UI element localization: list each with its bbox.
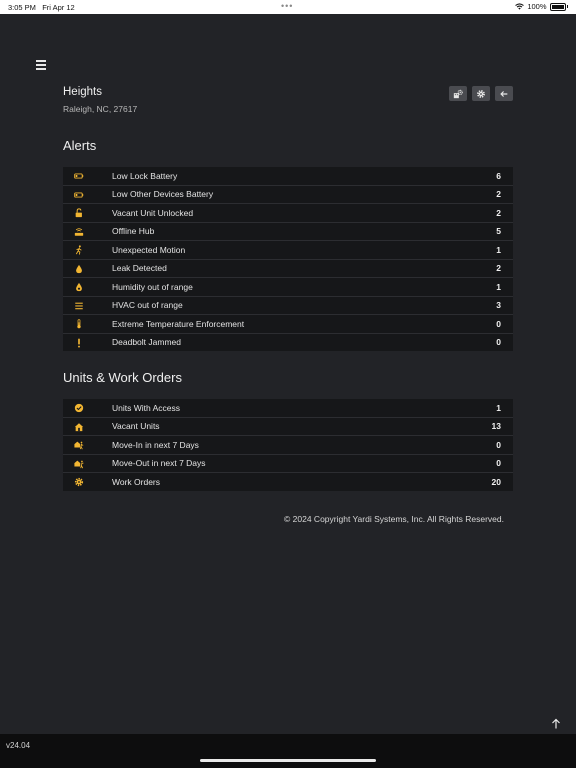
units-row-work-orders[interactable]: Work Orders 20 bbox=[63, 473, 513, 491]
footer-bar bbox=[0, 734, 576, 768]
app-version: v24.04 bbox=[6, 741, 31, 750]
alerts-heading: Alerts bbox=[63, 138, 97, 153]
property-name: Heights bbox=[63, 86, 102, 98]
alert-row-hvac-out-of-range[interactable]: HVAC out of range 3 bbox=[63, 297, 513, 316]
copyright-text: © 2024 Copyright Yardi Systems, Inc. All Rights Reserved. bbox=[284, 514, 504, 524]
units-heading: Units & Work Orders bbox=[63, 370, 182, 385]
units-row-units-with-access[interactable]: Units With Access 1 bbox=[63, 399, 513, 418]
multitask-dots[interactable]: ••• bbox=[281, 1, 294, 11]
move-in-icon bbox=[73, 440, 84, 450]
header-toolbar bbox=[449, 86, 513, 101]
exclamation-icon bbox=[73, 338, 84, 348]
check-circle-icon bbox=[73, 403, 84, 413]
vacant-house-icon bbox=[73, 422, 84, 432]
battery-icon bbox=[73, 190, 84, 200]
alert-row-vacant-unit-unlocked[interactable]: Vacant Unit Unlocked 2 bbox=[63, 204, 513, 223]
move-out-icon bbox=[73, 459, 84, 469]
alert-row-offline-hub[interactable]: Offline Hub 5 bbox=[63, 223, 513, 242]
arrow-left-icon bbox=[499, 89, 509, 99]
alert-row-low-other-devices-battery[interactable]: Low Other Devices Battery 2 bbox=[63, 186, 513, 205]
building-gear-icon bbox=[453, 89, 463, 99]
running-person-icon bbox=[73, 245, 84, 255]
battery-icon bbox=[73, 171, 84, 181]
wifi-icon bbox=[515, 3, 524, 10]
battery-percent: 100% bbox=[527, 2, 547, 11]
units-row-move-in[interactable]: Move-In in next 7 Days 0 bbox=[63, 436, 513, 455]
alert-row-leak-detected[interactable]: Leak Detected 2 bbox=[63, 260, 513, 279]
alert-row-low-lock-battery[interactable]: Low Lock Battery 6 bbox=[63, 167, 513, 186]
scroll-to-top-arrow-icon[interactable] bbox=[551, 716, 561, 727]
hvac-icon bbox=[73, 301, 84, 311]
alert-row-unexpected-motion[interactable]: Unexpected Motion 1 bbox=[63, 241, 513, 260]
property-address: Raleigh, NC, 27617 bbox=[63, 104, 138, 114]
battery-indicator-icon bbox=[550, 3, 566, 11]
humidity-icon bbox=[73, 282, 84, 292]
alert-row-humidity-out-of-range[interactable]: Humidity out of range 1 bbox=[63, 278, 513, 297]
unlock-icon bbox=[73, 208, 84, 218]
gear-icon bbox=[73, 477, 84, 487]
settings-button[interactable] bbox=[472, 86, 490, 101]
status-bar bbox=[0, 0, 576, 14]
water-drop-icon bbox=[73, 264, 84, 274]
back-button[interactable] bbox=[495, 86, 513, 101]
units-table bbox=[63, 399, 513, 491]
thermometer-icon bbox=[73, 319, 84, 329]
units-row-vacant-units[interactable]: Vacant Units 13 bbox=[63, 418, 513, 437]
gear-icon bbox=[476, 89, 486, 99]
building-settings-button[interactable] bbox=[449, 86, 467, 101]
alerts-table bbox=[63, 167, 513, 351]
units-row-move-out[interactable]: Move-Out in next 7 Days 0 bbox=[63, 455, 513, 474]
home-indicator[interactable] bbox=[200, 759, 376, 762]
status-time: 3:05 PM Fri Apr 12 bbox=[8, 3, 75, 12]
alert-row-extreme-temperature[interactable]: Extreme Temperature Enforcement 0 bbox=[63, 315, 513, 334]
alert-row-deadbolt-jammed[interactable]: Deadbolt Jammed 0 bbox=[63, 334, 513, 352]
hamburger-menu-icon[interactable] bbox=[36, 60, 46, 70]
hub-icon bbox=[73, 227, 84, 237]
status-right bbox=[515, 2, 568, 11]
